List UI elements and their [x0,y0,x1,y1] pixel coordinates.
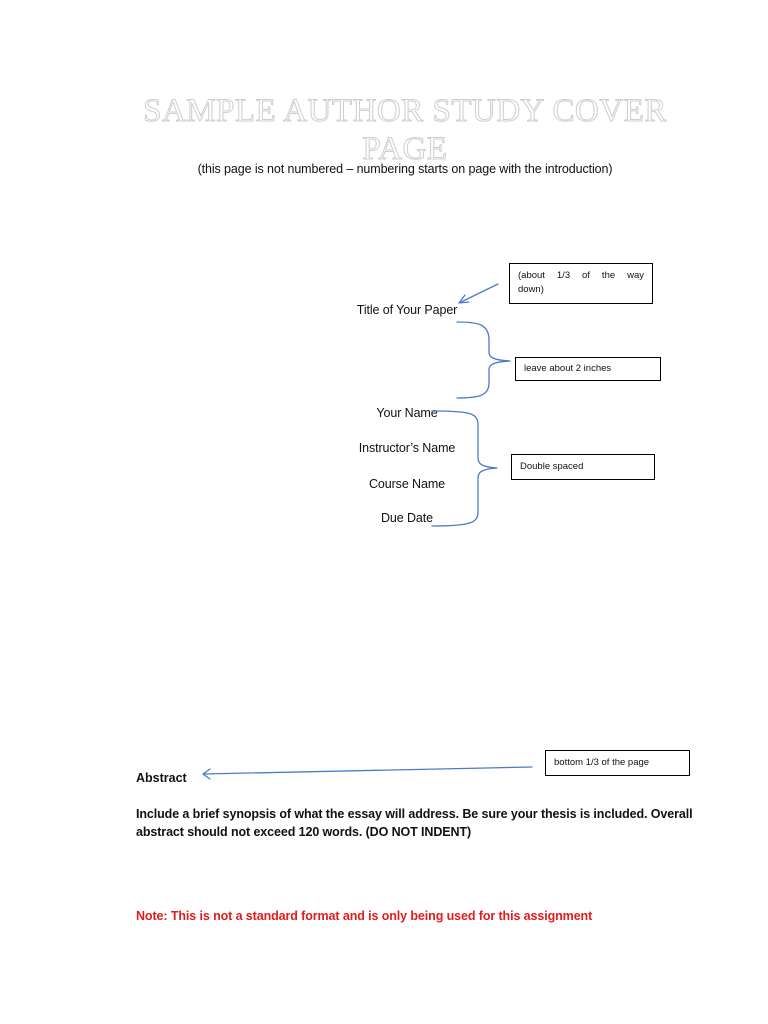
abstract-arrow-head [203,769,210,779]
paper-title-label: Title of Your Paper [356,303,458,317]
due-date-label: Due Date [380,511,433,525]
spacing-gap-callout: leave about 2 inches [515,357,661,381]
title-position-callout: (about 1/3 of the way down) [509,263,653,304]
double-spaced-callout: Double spaced [511,454,655,480]
page-title: SAMPLE AUTHOR STUDY COVER PAGE [143,93,667,167]
instructor-name-label: Instructor’s Name [358,441,456,455]
abstract-arrow [203,767,532,774]
abstract-body: Include a brief synopsis of what the essay will address. Be sure your thesis is included. Overall abstract should not exceed 120 words. (DO NOT INDENT) [136,807,693,839]
double-spaced-brace [432,411,497,526]
abstract-position-callout: bottom 1/3 of the page [545,750,690,776]
abstract-heading: Abstract [136,771,187,785]
spacing-brace [457,322,510,398]
assignment-note: Note: This is not a standard format and is only being used for this assignment [136,909,593,923]
course-name-label: Course Name [368,477,445,491]
title-arrow [459,284,498,303]
page-subtitle: (this page is not numbered – numbering starts on page with the introduction) [197,162,613,176]
your-name-label: Your Name [376,406,438,420]
title-arrow-head [459,295,469,303]
